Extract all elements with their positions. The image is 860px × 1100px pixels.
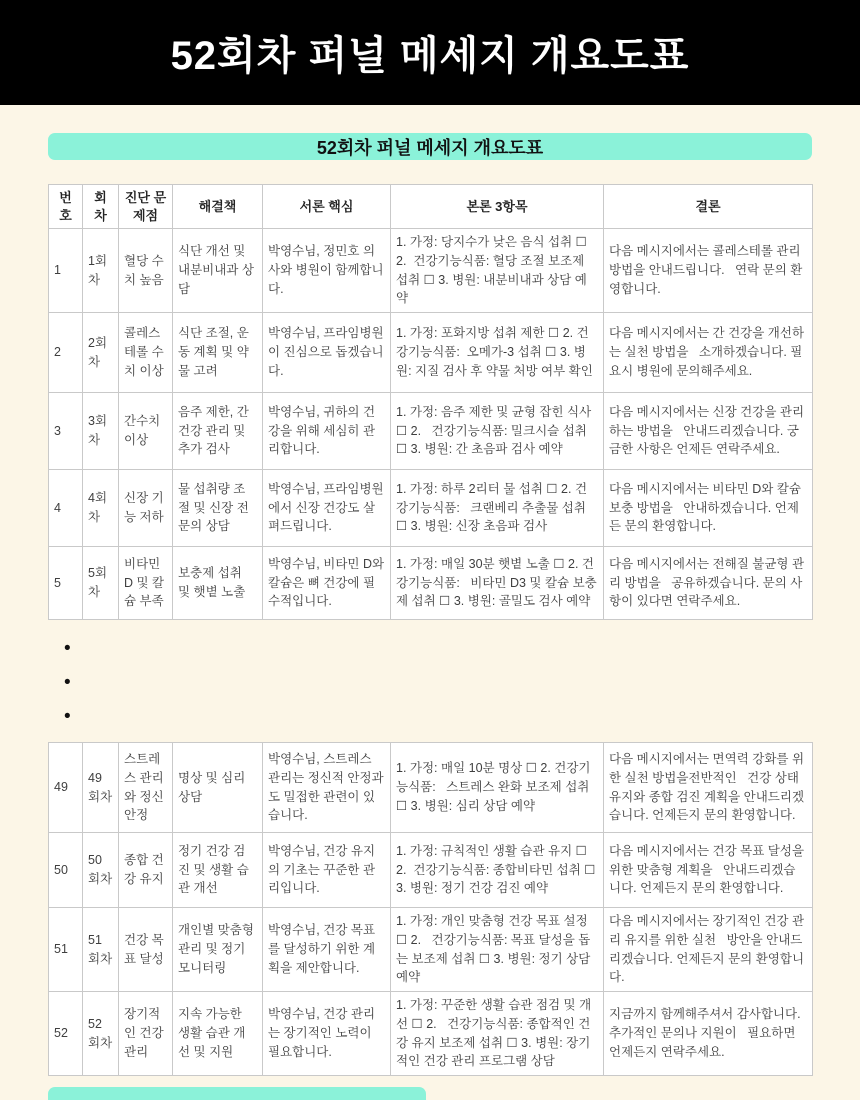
- cell-no: 2: [49, 313, 83, 393]
- cell-no: 52: [49, 992, 83, 1076]
- cell-intro: 박영수님, 비타민 D와 칼슘은 뼈 건강에 필수적입니다.: [263, 547, 391, 620]
- cell-intro: 박영수님, 정민호 의사와 병원이 함께합니다.: [263, 229, 391, 313]
- cell-round: 52회차: [83, 992, 119, 1076]
- cell-solution: 음주 제한, 간 건강 관리 및 추가 검사: [173, 393, 263, 470]
- cell-conclusion: 다음 메시지에서는 간 건강을 개선하는 실천 방법을 소개하겠습니다. 필요시 병원에 문의해주세요.: [604, 313, 813, 393]
- cell-round: 3회차: [83, 393, 119, 470]
- table-row: [49, 470, 813, 547]
- cell-intro: 박영수님, 건강 목표를 달성하기 위한 계획을 제안합니다.: [263, 908, 391, 992]
- cell-conclusion: 다음 메시지에서는 전해질 불균형 관리 방법을 공유하겠습니다. 문의 사항이 있다면 연락주세요.: [604, 547, 813, 620]
- cell-intro: 박영수님, 건강 관리는 장기적인 노력이 필요합니다.: [263, 992, 391, 1076]
- cell-conclusion: 지금까지 함께해주셔서 감사합니다. 추가적인 문의나 지원이 필요하면 언제든지 연락주세요.: [604, 992, 813, 1076]
- cell-no: 51: [49, 908, 83, 992]
- ellipsis-dot: •: [64, 638, 71, 660]
- table-row: [49, 833, 813, 908]
- cell-round: 1회차: [83, 229, 119, 313]
- top-banner: [0, 0, 860, 105]
- cell-problem: 스트레스 관리와 정신 안정: [119, 743, 173, 833]
- next-section-bar-partial: [48, 1087, 426, 1100]
- cell-round: 51회차: [83, 908, 119, 992]
- cell-solution: 명상 및 심리 상담: [173, 743, 263, 833]
- header-solution: 해결책: [173, 185, 263, 229]
- cell-body: 1. 가정: 하루 2리터 물 섭취 ☐ 2. 건강기능식품: 크랜베리 추출물 섭취 ☐ 3. 병원: 신장 초음파 검사: [391, 470, 604, 547]
- cell-no: 49: [49, 743, 83, 833]
- cell-conclusion: 다음 메시지에서는 비타민 D와 칼슘 보충 방법을 안내하겠습니다. 언제든 문의 환영합니다.: [604, 470, 813, 547]
- section-title-bar: [48, 133, 812, 160]
- cell-solution: 식단 개선 및 내분비내과 상담: [173, 229, 263, 313]
- ellipsis-dot: •: [64, 706, 71, 728]
- table-row: [49, 547, 813, 620]
- cell-conclusion: 다음 메시지에서는 신장 건강을 관리하는 방법을 안내드리겠습니다. 궁금한 사항은 언제든 연락주세요.: [604, 393, 813, 470]
- header-round: 회차: [83, 185, 119, 229]
- cell-body: 1. 가정: 음주 제한 및 균형 잡힌 식사 ☐ 2. 건강기능식품: 밀크시슬 섭취 ☐ 3. 병원: 간 초음파 검사 예약: [391, 393, 604, 470]
- cell-intro: 박영수님, 스트레스 관리는 정신적 안정과도 밀접한 관련이 있습니다.: [263, 743, 391, 833]
- cell-intro: 박영수님, 건강 유지의 기초는 꾸준한 관리입니다.: [263, 833, 391, 908]
- funnel-table-top: [48, 184, 813, 620]
- cell-round: 5회차: [83, 547, 119, 620]
- cell-problem: 종합 건강 유지: [119, 833, 173, 908]
- cell-conclusion: 다음 메시지에서는 면역력 강화를 위한 실천 방법을전반적인 건강 상태 유지와 종합 검진 계획을 안내드리겠습니다. 언제든지 문의 환영합니다.: [604, 743, 813, 833]
- ellipsis-dot: •: [64, 672, 71, 694]
- table-row: [49, 313, 813, 393]
- header-conclusion: 결론: [604, 185, 813, 229]
- cell-body: 1. 가정: 꾸준한 생활 습관 점검 및 개선 ☐ 2. 건강기능식품: 종합적인 건강 유지 보조제 섭취 ☐ 3. 병원: 장기적인 건강 관리 프로그램 상담: [391, 992, 604, 1076]
- cell-round: 2회차: [83, 313, 119, 393]
- funnel-table-bottom: [48, 742, 813, 1076]
- header-intro: 서론 핵심: [263, 185, 391, 229]
- cell-no: 3: [49, 393, 83, 470]
- cell-problem: 혈당 수치 높음: [119, 229, 173, 313]
- cell-solution: 보충제 섭취 및 햇볕 노출: [173, 547, 263, 620]
- cell-body: 1. 가정: 당지수가 낮은 음식 섭취 ☐ 2. 건강기능식품: 혈당 조절 보조제 섭취 ☐ 3. 병원: 내분비내과 상담 예약: [391, 229, 604, 313]
- cell-no: 4: [49, 470, 83, 547]
- table-header-row: [49, 185, 813, 229]
- cell-intro: 박영수님, 귀하의 건강을 위해 세심히 관리합니다.: [263, 393, 391, 470]
- table-row: [49, 393, 813, 470]
- cell-solution: 식단 조절, 운동 계획 및 약물 고려: [173, 313, 263, 393]
- cell-round: 50회차: [83, 833, 119, 908]
- cell-problem: 장기적인 건강 관리: [119, 992, 173, 1076]
- cell-body: 1. 가정: 매일 10분 명상 ☐ 2. 건강기능식품: 스트레스 완화 보조제 섭취 ☐ 3. 병원: 심리 상담 예약: [391, 743, 604, 833]
- cell-problem: 비타민 D 및 칼슘 부족: [119, 547, 173, 620]
- cell-problem: 콜레스테롤 수치 이상: [119, 313, 173, 393]
- table-row: [49, 992, 813, 1076]
- cell-intro: 박영수님, 프라임병원에서 신장 건강도 살펴드립니다.: [263, 470, 391, 547]
- cell-solution: 물 섭취량 조절 및 신장 전문의 상담: [173, 470, 263, 547]
- cell-conclusion: 다음 메시지에서는 장기적인 건강 관리 유지를 위한 실천 방안을 안내드리겠습니다. 언제든지 문의 환영합니다.: [604, 908, 813, 992]
- table-row: [49, 908, 813, 992]
- cell-problem: 건강 목표 달성: [119, 908, 173, 992]
- table-row: [49, 229, 813, 313]
- cell-conclusion: 다음 메시지에서는 콜레스테롤 관리 방법을 안내드립니다. 연락 문의 환영합니다.: [604, 229, 813, 313]
- header-body: 본론 3항목: [391, 185, 604, 229]
- cell-solution: 개인별 맞춤형 관리 및 정기 모니터링: [173, 908, 263, 992]
- cell-body: 1. 가정: 매일 30분 햇볕 노출 ☐ 2. 건강기능식품: 비타민 D3 및 칼슘 보충제 섭취 ☐ 3. 병원: 골밀도 검사 예약: [391, 547, 604, 620]
- section-title: 52회차 퍼널 메세지 개요도표: [316, 137, 544, 158]
- header-no: 번호: [49, 185, 83, 229]
- cell-no: 50: [49, 833, 83, 908]
- cell-body: 1. 가정: 개인 맞춤형 건강 목표 설정 ☐ 2. 건강기능식품: 목표 달성을 돕는 보조제 섭취 ☐ 3. 병원: 정기 상담 예약: [391, 908, 604, 992]
- cell-intro: 박영수님, 프라임병원이 진심으로 돕겠습니다.: [263, 313, 391, 393]
- page-title: 52회차 퍼널 메세지 개요도표: [170, 34, 690, 78]
- cell-conclusion: 다음 메시지에서는 건강 목표 달성을 위한 맞춤형 계획을 안내드리겠습니다. 언제든지 문의 환영합니다.: [604, 833, 813, 908]
- cell-solution: 지속 가능한 생활 습관 개선 및 지원: [173, 992, 263, 1076]
- cell-problem: 간수치 이상: [119, 393, 173, 470]
- cell-body: 1. 가정: 포화지방 섭취 제한 ☐ 2. 건강기능식품: 오메가-3 섭취 ☐ 3. 병원: 지질 검사 후 약물 처방 여부 확인: [391, 313, 604, 393]
- row-ellipsis: [64, 632, 860, 734]
- cell-body: 1. 가정: 규칙적인 생활 습관 유지 ☐ 2. 건강기능식품: 종합비타민 섭취 ☐ 3. 병원: 정기 건강 검진 예약: [391, 833, 604, 908]
- cell-round: 49회차: [83, 743, 119, 833]
- cell-no: 5: [49, 547, 83, 620]
- cell-problem: 신장 기능 저하: [119, 470, 173, 547]
- cell-no: 1: [49, 229, 83, 313]
- cell-round: 4회차: [83, 470, 119, 547]
- header-problem: 진단 문제점: [119, 185, 173, 229]
- table-row: [49, 743, 813, 833]
- cell-solution: 정기 건강 검진 및 생활 습관 개선: [173, 833, 263, 908]
